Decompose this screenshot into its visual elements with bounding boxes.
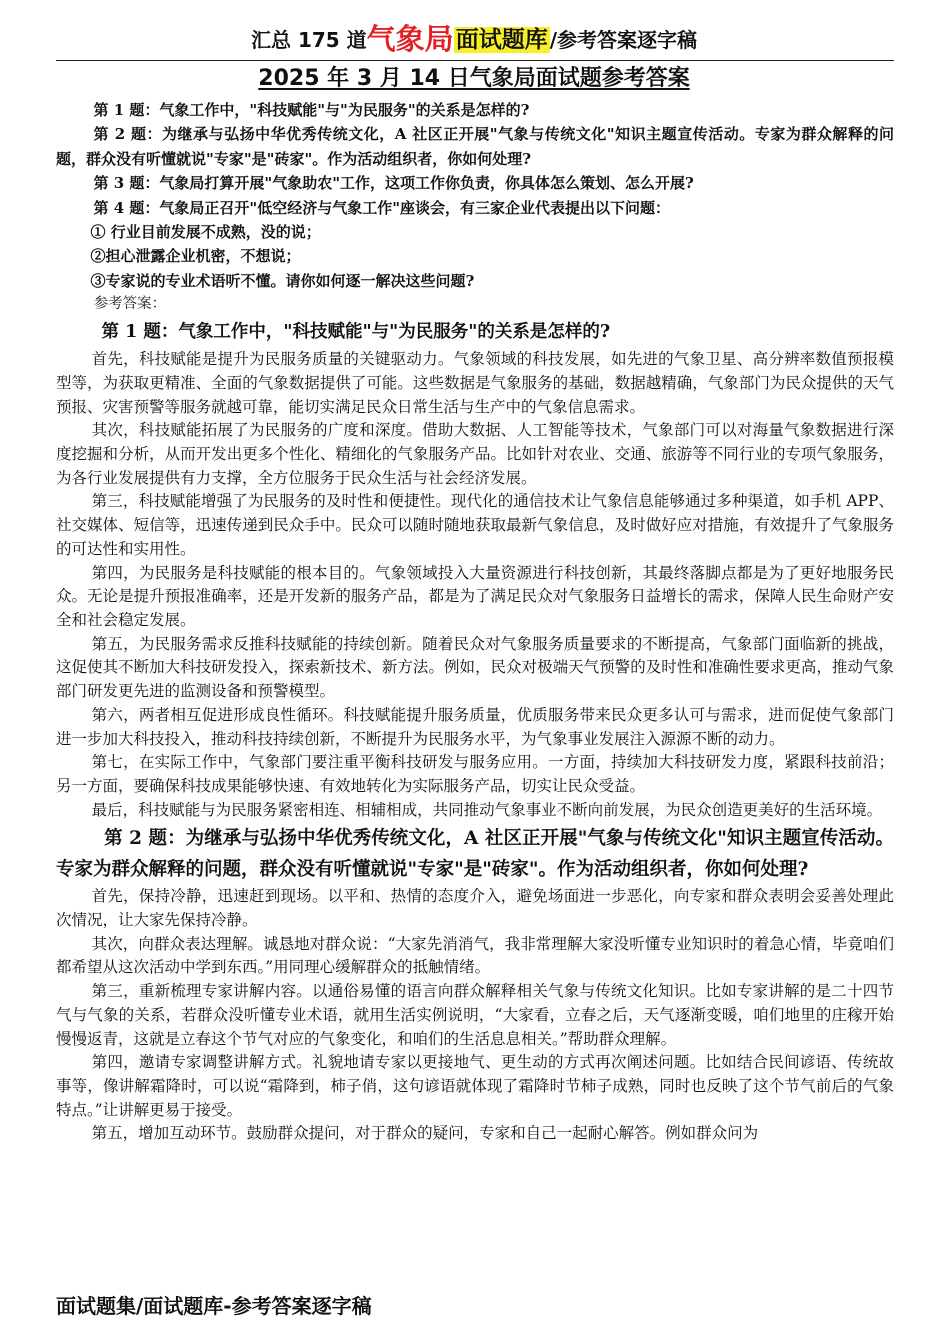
document-footer: 面试题集/面试题库-参考答案逐字稿: [56, 1294, 372, 1318]
answer-1-paragraph: 其次，科技赋能拓展了为民服务的广度和深度。借助大数据、人工智能等技术，气象部门可以对海量气象数据进行深度挖掘和分析，从而开发出更多个性化、精细化的气象服务产品。比如针对农业、交通、旅游等不同行业的专项气象服务，为各行业发展提供有力支撑，全方位服务于民众生活与社会经济发展。: [56, 421, 894, 487]
answer-2-paragraph: 第五，增加互动环节。鼓励群众提问，对于群众的疑问，专家和自己一起耐心解答。例如群众问为: [91, 1124, 759, 1143]
answer-2-paragraph: 其次，向群众表达理解。诚恳地对群众说：“大家先消消气，我非常理解大家没听懂专业知识时的着急心情，毕竟咱们都希望从这次活动中学到东西。”用同理心缓解群众的抵触情绪。: [56, 934, 894, 977]
header-divider: [56, 60, 894, 61]
question-4-item-3: ③专家说的专业术语听不懂。请你如何逐一解决这些问题?: [90, 271, 475, 290]
page-title: 2025 年 3 月 14 日气象局面试题参考答案: [258, 66, 690, 91]
question-4: 第 4 题：气象局正召开"低空经济与气象工作"座谈会，有三家企业代表提出以下问题：: [93, 198, 671, 217]
document-body: [56, 98, 894, 1146]
question-4-item-2: ②担心泄露企业机密，不想说；: [90, 247, 301, 266]
answer-1-paragraph: 第四，为民服务是科技赋能的根本目的。气象领域投入大量资源进行科技创新，其最终落脚点都是为了更好地服务民众。无论是提升预报准确率，还是开发新的服务产品，都是为了满足民众对气象服务日益增长的需求，保障人民生命财产安全和社会稳定发展。: [56, 563, 894, 629]
answer-1-paragraph: 第三，科技赋能增强了为民服务的及时性和便捷性。现代化的通信技术让气象信息能够通过多种渠道，如手机 APP、社交媒体、短信等，迅速传递到民众手中。民众可以随时随地获取最新气象信息，及时做好应对措施，有效提升了气象服务的可达性和实用性。: [56, 492, 894, 558]
header-prefix: 汇总 175 道: [250, 28, 367, 52]
answer-2-paragraph: 第三，重新梳理专家讲解内容。以通俗易懂的语言向群众解释相关气象与传统文化知识。比如专家讲解的是二十四节气与气象的关系，若群众没听懂专业术语，就用生活实例说明，“大家看，立春之后，天气逐渐变暖，咱们地里的庄稼开始慢慢返青，这就是立春这个节气对应的气象变化，和咱们的生活息息相关。”帮助群众理解。: [56, 982, 894, 1048]
header-red-text: 气象局: [366, 22, 454, 56]
header-highlight-text: 面试题库: [455, 27, 548, 53]
answer-2-paragraph: 首先，保持冷静，迅速赶到现场。以平和、热情的态度介入，避免场面进一步恶化，向专家和群众表明会妥善处理此次情况，让大家先保持冷静。: [56, 887, 894, 930]
question-2: 第 2 题：为继承与弘扬中华优秀传统文化，A 社区正开展"气象与传统文化"知识主题宣传活动。专家为群众解释的问题，群众没有听懂就说"专家"是"砖家"。作为活动组织者，你如何处理?: [56, 125, 894, 168]
answer-2-paragraph: 第四，邀请专家调整讲解方式。礼貌地请专家以更接地气、更生动的方式再次阐述问题。比如结合民间谚语、传统故事等，像讲解霜降时，可以说“霜降到，柿子俏，这句谚语就体现了霜降时节柿子成熟，同时也反映了这个节气前后的气象特点。”让讲解更易于接受。: [56, 1053, 894, 1119]
answer-1-paragraph: 最后，科技赋能与为民服务紧密相连、相辅相成，共同推动气象事业不断向前发展，为民众创造更美好的生活环境。: [91, 800, 883, 819]
answer-1-paragraph: 第六，两者相互促进形成良性循环。科技赋能提升服务质量，优质服务带来民众更多认可与需求，进而促使气象部门进一步加大科技投入，推动科技持续创新，不断提升为民服务水平，为气象事业发展注入源源不断的动力。: [56, 705, 894, 748]
question-4-item-1: ① 行业目前发展不成熟，没的说；: [90, 223, 321, 242]
answer-1-paragraph: 第五，为民服务需求反推科技赋能的持续创新。随着民众对气象服务质量要求的不断提高，气象部门面临新的挑战，这促使其不断加大科技研发投入，探索新技术、新方法。例如，民众对极端天气预警的及时性和准确性要求更高，推动气象部门研发更先进的监测设备和预警模型。: [56, 634, 894, 701]
document-header: [0, 20, 948, 59]
reference-answer-label: 参考答案：: [93, 296, 167, 313]
answer-1-paragraph: 首先，科技赋能是提升为民服务质量的关键驱动力。气象领域的科技发展，如先进的气象卫星、高分辨率数值预报模型等，为获取更精准、全面的气象数据提供了可能。这些数据是气象服务的基础，数据越精确，气象部门为民众提供的天气预报、灾害预警等服务就越可靠，能切实满足民众日常生活与生产中的气象信息需求。: [56, 350, 894, 416]
header-suffix: /参考答案逐字稿: [549, 28, 697, 52]
answer-1-paragraph: 第七，在实际工作中，气象部门要注重平衡科技研发与服务应用。一方面，持续加大科技研发力度，紧跟科技前沿；另一方面，要确保科技成果能够快速、有效地转化为实际服务产品，切实让民众受益。: [56, 753, 894, 795]
answer-2-heading: 第 2 题：为继承与弘扬中华优秀传统文化，A 社区正开展"气象与传统文化"知识主题宣传活动。专家为群众解释的问题，群众没有听懂就说"专家"是"砖家"。作为活动组织者，你如何处理?: [56, 828, 894, 880]
question-1: 第 1 题：气象工作中，"科技赋能"与"为民服务"的关系是怎样的?: [93, 101, 530, 119]
answer-1-heading: 第 1 题：气象工作中，"科技赋能"与"为民服务"的关系是怎样的?: [101, 322, 611, 343]
question-3: 第 3 题：气象局打算开展"气象助农"工作，这项工作你负责，你具体怎么策划、怎么开展?: [93, 174, 694, 193]
